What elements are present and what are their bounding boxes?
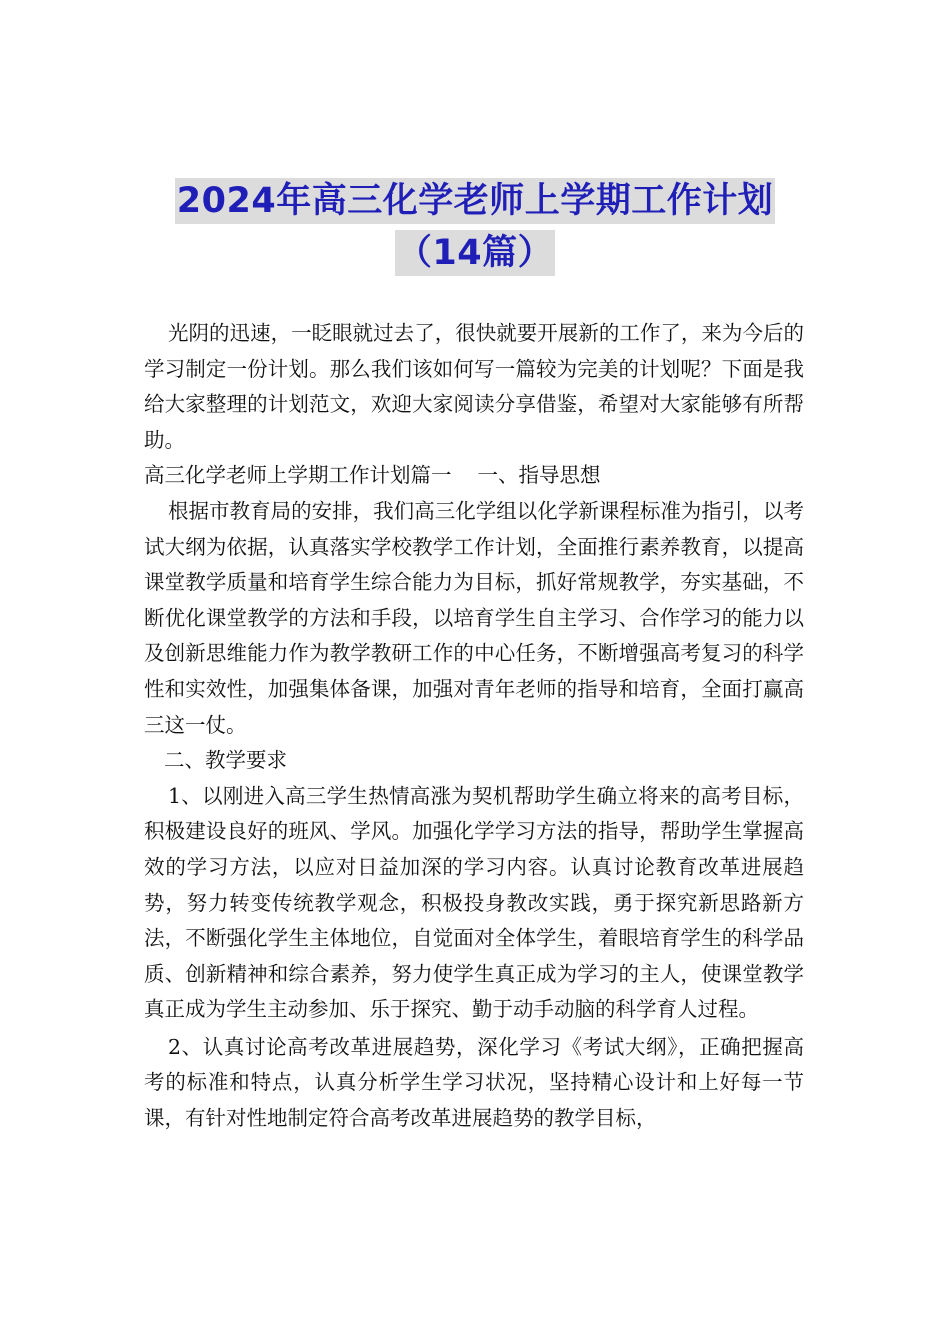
- title-line-2: （14篇）: [395, 230, 555, 276]
- section2-heading: 二、教学要求: [164, 748, 287, 773]
- document-title: [0, 178, 950, 276]
- intro-paragraph: 光阴的迅速，一眨眼就过去了，很快就要开展新的工作了，来为今后的学习制定一份计划。那么我们该如何写一篇较为完美的计划呢？下面是我给大家整理的计划范文，欢迎大家阅读分享借鉴，希望对大家能够有所帮助。: [144, 321, 804, 452]
- document-body: [144, 316, 804, 1137]
- title-line-1: 2024年高三化学老师上学期工作计划: [175, 178, 775, 224]
- section1-heading: 一、指导思想: [477, 463, 601, 488]
- item-2-paragraph: 2、认真讨论高考改革进展趋势，深化学习《考试大纲》，正确把握高考的标准和特点，认真分析学生学习状况，坚持精心设计和上好每一节课，有针对性地制定符合高考改革进展趋势的教学目标，: [144, 1034, 804, 1131]
- item-1-paragraph: 1、以刚进入高三学生热情高涨为契机帮助学生确立将来的高考目标，积极建设良好的班风、学风。加强化学学习方法的指导，帮助学生掌握高效的学习方法，以应对日益加深的学习内容。认真讨论教育改革进展趋势，努力转变传统教学观念，积极投身教改实践，勇于探究新思路新方法，不断强化学生主体地位，自觉面对全体学生，着眼培育学生的科学品质、创新精神和综合素养，努力使学生真正成为学习的主人，使课堂教学真正成为学生主动参加、乐于探究、勤于动手动脑的科学育人过程。: [144, 783, 804, 1022]
- article-heading-line: [144, 458, 804, 494]
- section1-paragraph: 根据市教育局的安排，我们高三化学组以化学新课程标准为指引，以考试大纲为依据，认真落实学校教学工作计划，全面推行素养教育，以提高课堂教学质量和培育学生综合能力为目标，抓好常规教学，夯实基础，不断优化课堂教学的方法和手段，以培育学生自主学习、合作学习的能力以及创新思维能力作为教学教研工作的中心任务，不断增强高考复习的科学性和实效性，加强集体备课，加强对青年老师的指导和培育，全面打赢高三这一仗。: [144, 498, 804, 737]
- article-title: 高三化学老师上学期工作计划篇一: [144, 463, 452, 488]
